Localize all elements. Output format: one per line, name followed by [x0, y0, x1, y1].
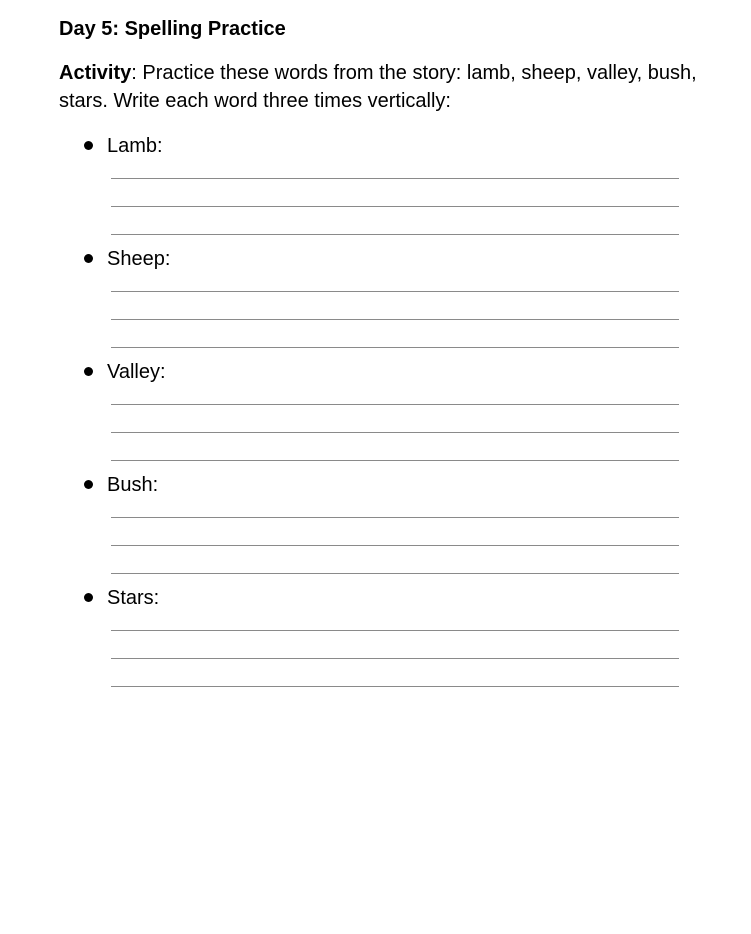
list-item-lamb — [0, 130, 751, 243]
page-title: Day 5: Spelling Practice — [59, 18, 286, 40]
writing-line — [111, 404, 679, 405]
writing-line — [111, 573, 679, 574]
activity-instructions — [59, 59, 699, 115]
list-item-bush — [0, 469, 751, 582]
activity-label: Activity — [59, 62, 132, 84]
writing-line — [111, 206, 679, 207]
word-label: Bush: — [107, 474, 159, 496]
writing-line — [111, 630, 679, 631]
bullet-icon — [84, 141, 93, 150]
writing-line — [111, 545, 679, 546]
bullet-icon — [84, 593, 93, 602]
writing-line — [111, 517, 679, 518]
writing-line — [111, 178, 679, 179]
writing-line — [111, 658, 679, 659]
word-label: Lamb: — [107, 135, 163, 157]
bullet-icon — [84, 254, 93, 263]
writing-line — [111, 291, 679, 292]
writing-line — [111, 319, 679, 320]
writing-line — [111, 432, 679, 433]
bullet-icon — [84, 480, 93, 489]
writing-line — [111, 347, 679, 348]
list-item-valley — [0, 356, 751, 469]
list-item-sheep — [0, 243, 751, 356]
writing-line — [111, 234, 679, 235]
list-item-stars — [0, 582, 751, 695]
word-label: Stars: — [107, 587, 160, 609]
word-label: Sheep: — [107, 248, 171, 270]
spelling-word-list — [0, 130, 751, 695]
writing-line — [111, 686, 679, 687]
bullet-icon — [84, 367, 93, 376]
word-label: Valley: — [107, 361, 166, 383]
activity-text: : Practice these words from the story: lamb, sheep, valley, bush, stars. Write each word three times vertically: — [59, 62, 697, 112]
writing-line — [111, 460, 679, 461]
